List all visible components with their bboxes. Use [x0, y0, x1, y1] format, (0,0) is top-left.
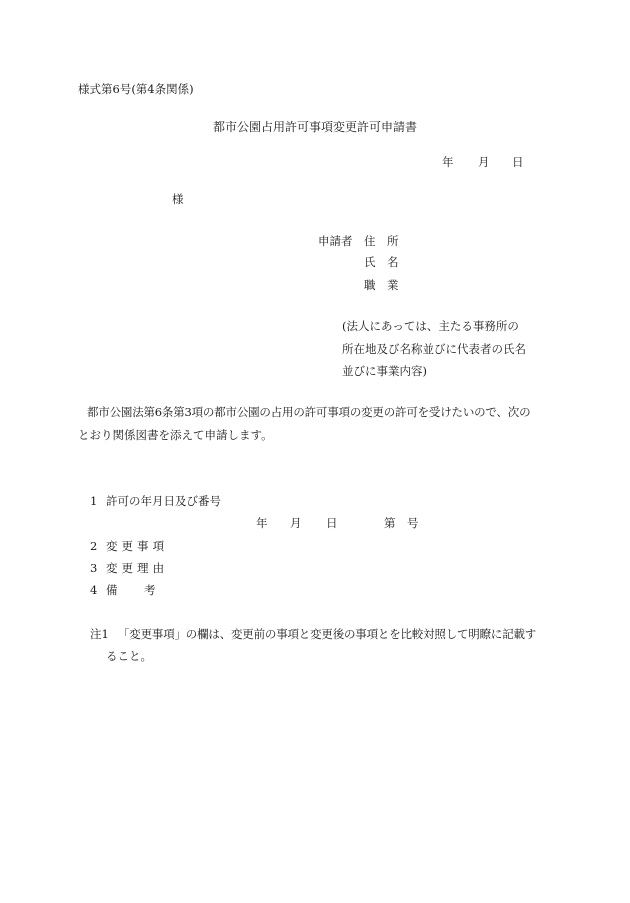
permit-year-label: 年	[256, 516, 268, 530]
item-number: 3	[90, 561, 98, 575]
page-title: 都市公園占用許可事項変更許可申請書	[213, 120, 418, 134]
body-text-line: 都市公園法第6条第3項の都市公園の占用の許可事項の変更の許可を受けたいので、次の	[87, 405, 531, 419]
item-label: 備 考	[106, 583, 157, 597]
address-label: 住 所	[364, 234, 399, 248]
form-number: 様式第6号(第4条関係)	[78, 82, 194, 96]
date-month-label: 月	[478, 155, 490, 169]
note-label: 注1	[90, 627, 109, 641]
date-year-label: 年	[442, 155, 454, 169]
permit-day-label: 日	[326, 516, 338, 530]
item-number: 2	[90, 539, 98, 553]
permit-number-label: 第 号	[384, 516, 419, 530]
item-number: 1	[90, 494, 98, 508]
item-label: 許可の年月日及び番号	[106, 494, 221, 508]
body-text-line: とおり関係図書を添えて申請します。	[78, 428, 273, 442]
item-number: 4	[90, 583, 98, 597]
name-label: 氏 名	[364, 255, 399, 269]
applicant-note-line: (法人にあっては、主たる事務所の	[342, 319, 519, 333]
note-text-line: ること。	[106, 649, 152, 663]
note-text-line: 「変更事項」の欄は、変更前の事項と変更後の事項とを比較対照して明瞭に記載す	[118, 627, 537, 641]
item-label: 変更理由	[106, 561, 169, 575]
occupation-label: 職 業	[364, 278, 399, 292]
addressee-suffix: 様	[172, 192, 184, 206]
permit-month-label: 月	[290, 516, 302, 530]
applicant-note-line: 並びに事業内容)	[342, 364, 427, 378]
applicant-label: 申請者	[318, 234, 353, 248]
date-day-label: 日	[512, 155, 524, 169]
applicant-note-line: 所在地及び名称並びに代表者の氏名	[342, 342, 526, 356]
item-label: 変更事項	[106, 539, 169, 553]
